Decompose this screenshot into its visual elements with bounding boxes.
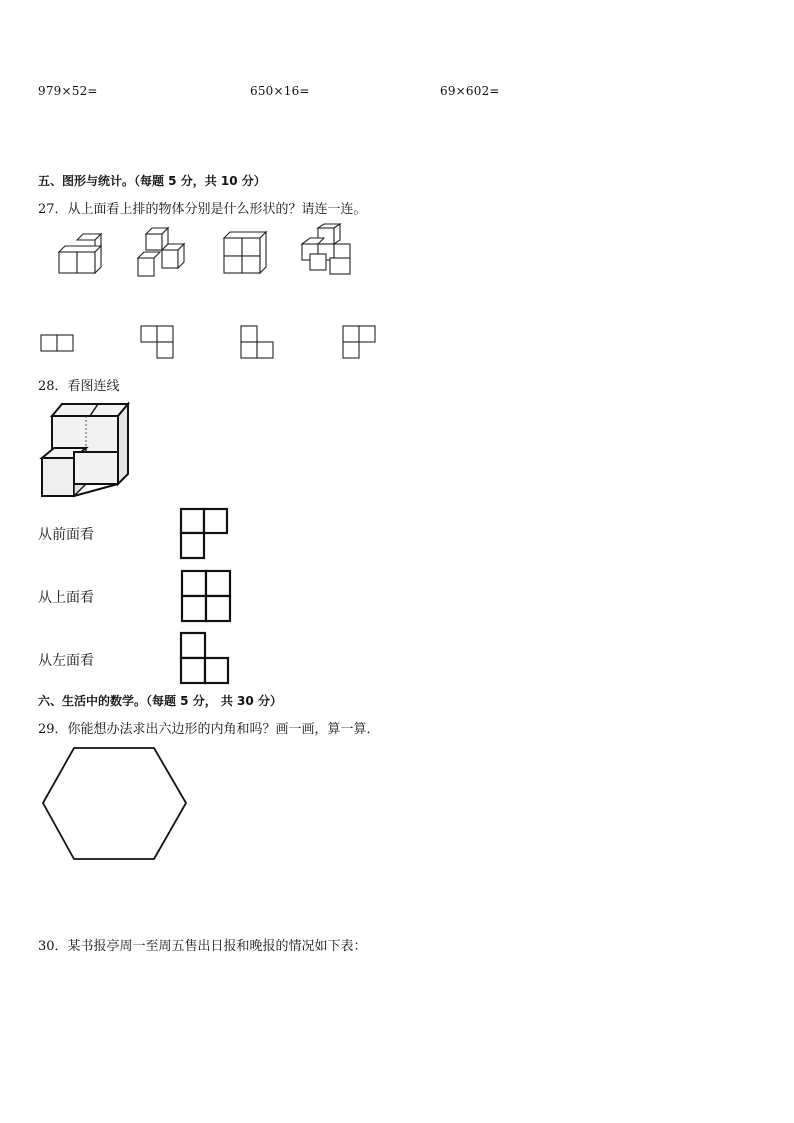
question-27-text: 27．从上面看上排的物体分别是什么形状的？请连一连。	[38, 202, 367, 217]
view-shape-left	[180, 632, 230, 686]
section-6-title: 六、生活中的数学。（每题 5 分， 共 30 分）	[38, 694, 282, 708]
top-view-shape-2	[140, 325, 176, 361]
section-5-title: 五、图形与统计。（每题 5 分，共 10 分）	[38, 174, 266, 188]
view-label-top: 从上面看	[38, 590, 94, 606]
top-view-shape-4	[342, 325, 378, 361]
cube-figure-2	[136, 228, 188, 280]
question-29-text: 29．你能想办法求出六边形的内角和吗？画一画，算一算．	[38, 722, 380, 737]
top-view-shape-1	[40, 334, 76, 354]
calc-2: 650×16=	[250, 84, 310, 98]
top-view-shape-3	[240, 325, 276, 361]
question-28-text: 28．看图连线	[38, 379, 120, 394]
calc-3: 69×602=	[440, 84, 500, 98]
question-30-text: 30．某书报亭周一至周五售出日报和晚报的情况如下表：	[38, 939, 367, 954]
view-label-front: 从前面看	[38, 527, 94, 543]
view-label-left: 从左面看	[38, 653, 94, 669]
cube-figure-4	[300, 224, 356, 278]
cube-figure-1	[55, 238, 105, 278]
view-shape-top	[180, 570, 232, 624]
cube-solid-figure	[40, 402, 132, 498]
cube-figure-3	[222, 230, 270, 276]
calc-1: 979×52=	[38, 84, 98, 98]
hexagon-figure	[42, 746, 188, 862]
view-shape-front	[180, 508, 230, 560]
